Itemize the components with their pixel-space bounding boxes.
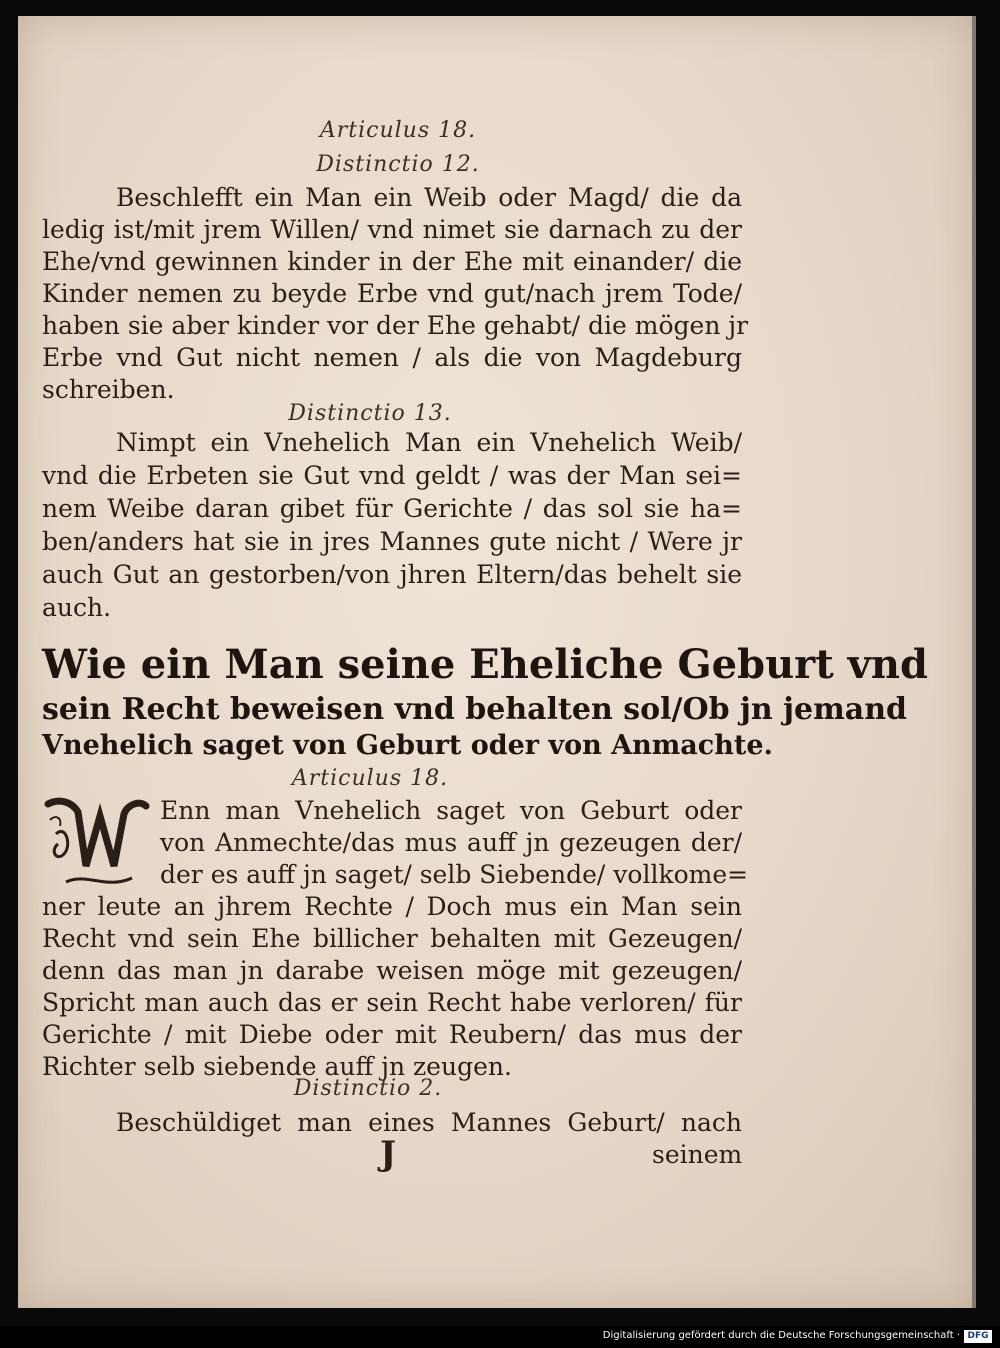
text-line: haben sie aber kinder vor der Ehe gehabt/ die mögen jr (42, 311, 749, 340)
text-line: denn das man jn darabe weisen möge mit gezeugen/ (42, 956, 742, 985)
svg-text:W: W (138, 888, 140, 889)
text-line: der es auff jn saget/ selb Siebende/ vollkome= (160, 860, 749, 889)
text-line: nem Weibe daran gibet für Gerichte / das sol sie ha= (42, 494, 742, 523)
text-line: Beschlefft ein Man ein Weib oder Magd/ die da (116, 183, 742, 212)
text-line: ledig ist/mit jrem Willen/ vnd nimet sie darnach zu der (42, 215, 742, 244)
text-line: Beschüldiget man eines Mannes Geburt/ nach (116, 1108, 742, 1137)
text-line: Nimpt ein Vnehelich Man ein Vnehelich Weib/ (116, 428, 742, 457)
text-line: auch Gut an gestorben/von jhren Eltern/das behelt sie (42, 560, 742, 589)
credit-text: Digitalisierung gefördert durch die Deutsche Forschungsgemeinschaft · (602, 1330, 960, 1341)
distinctio-2: Distinctio 2. (293, 1076, 443, 1101)
text-line: Spricht man auch das er sein Recht habe verloren/ für (42, 988, 742, 1017)
articulus-18: Articulus 18. (291, 766, 449, 791)
text-line: auch. (42, 593, 112, 622)
dfg-logo: DFG (964, 1330, 992, 1343)
text-line: Ehe/vnd gewinnen kinder in der Ehe mit einander/ die (42, 247, 742, 276)
decorated-initial (42, 794, 150, 894)
running-head: Articulus 18. (319, 118, 477, 143)
text-line: ner leute an jhrem Rechte / Doch mus ein Man sein (42, 892, 742, 921)
distinctio-13: Distinctio 13. (288, 401, 452, 426)
chapter-heading-line-1: Wie ein Man seine Eheliche Geburt vnd (42, 641, 928, 688)
initial-ornament-icon (42, 794, 150, 894)
text-line: vnd die Erbeten sie Gut vnd geldt / was der Man sei= (42, 461, 742, 490)
text-line: Kinder nemen zu beyde Erbe vnd gut/nach jrem Tode/ (42, 279, 742, 308)
text-line: Richter selb siebende auff jn zeugen. (42, 1052, 512, 1081)
text-line: schreiben. (42, 375, 175, 404)
text-line: von Anmechte/das mus auff jn gezeugen der/ (160, 828, 742, 857)
catchword: seinem (652, 1140, 743, 1169)
chapter-heading-line-2: sein Recht beweisen vnd behalten sol/Ob jn jemand (42, 692, 908, 727)
text-line: Erbe vnd Gut nicht nemen / als die von Magdeburg (42, 343, 742, 372)
text-line: ben/anders hat sie in jres Mannes gute nicht / Were jr (42, 527, 742, 556)
distinctio-12: Distinctio 12. (316, 152, 480, 177)
page-edge (972, 16, 976, 1308)
credit-bar (0, 1326, 1000, 1348)
chapter-heading-line-3: Vnehelich saget von Geburt oder von Anmachte. (42, 730, 773, 761)
text-line: Gerichte / mit Diebe oder mit Reubern/ das mus der (42, 1020, 742, 1049)
signature-mark: J (380, 1134, 397, 1174)
text-line: Enn man Vnehelich saget von Geburt oder (160, 796, 742, 825)
text-line: Recht vnd sein Ehe billicher behalten mit Gezeugen/ (42, 924, 742, 953)
